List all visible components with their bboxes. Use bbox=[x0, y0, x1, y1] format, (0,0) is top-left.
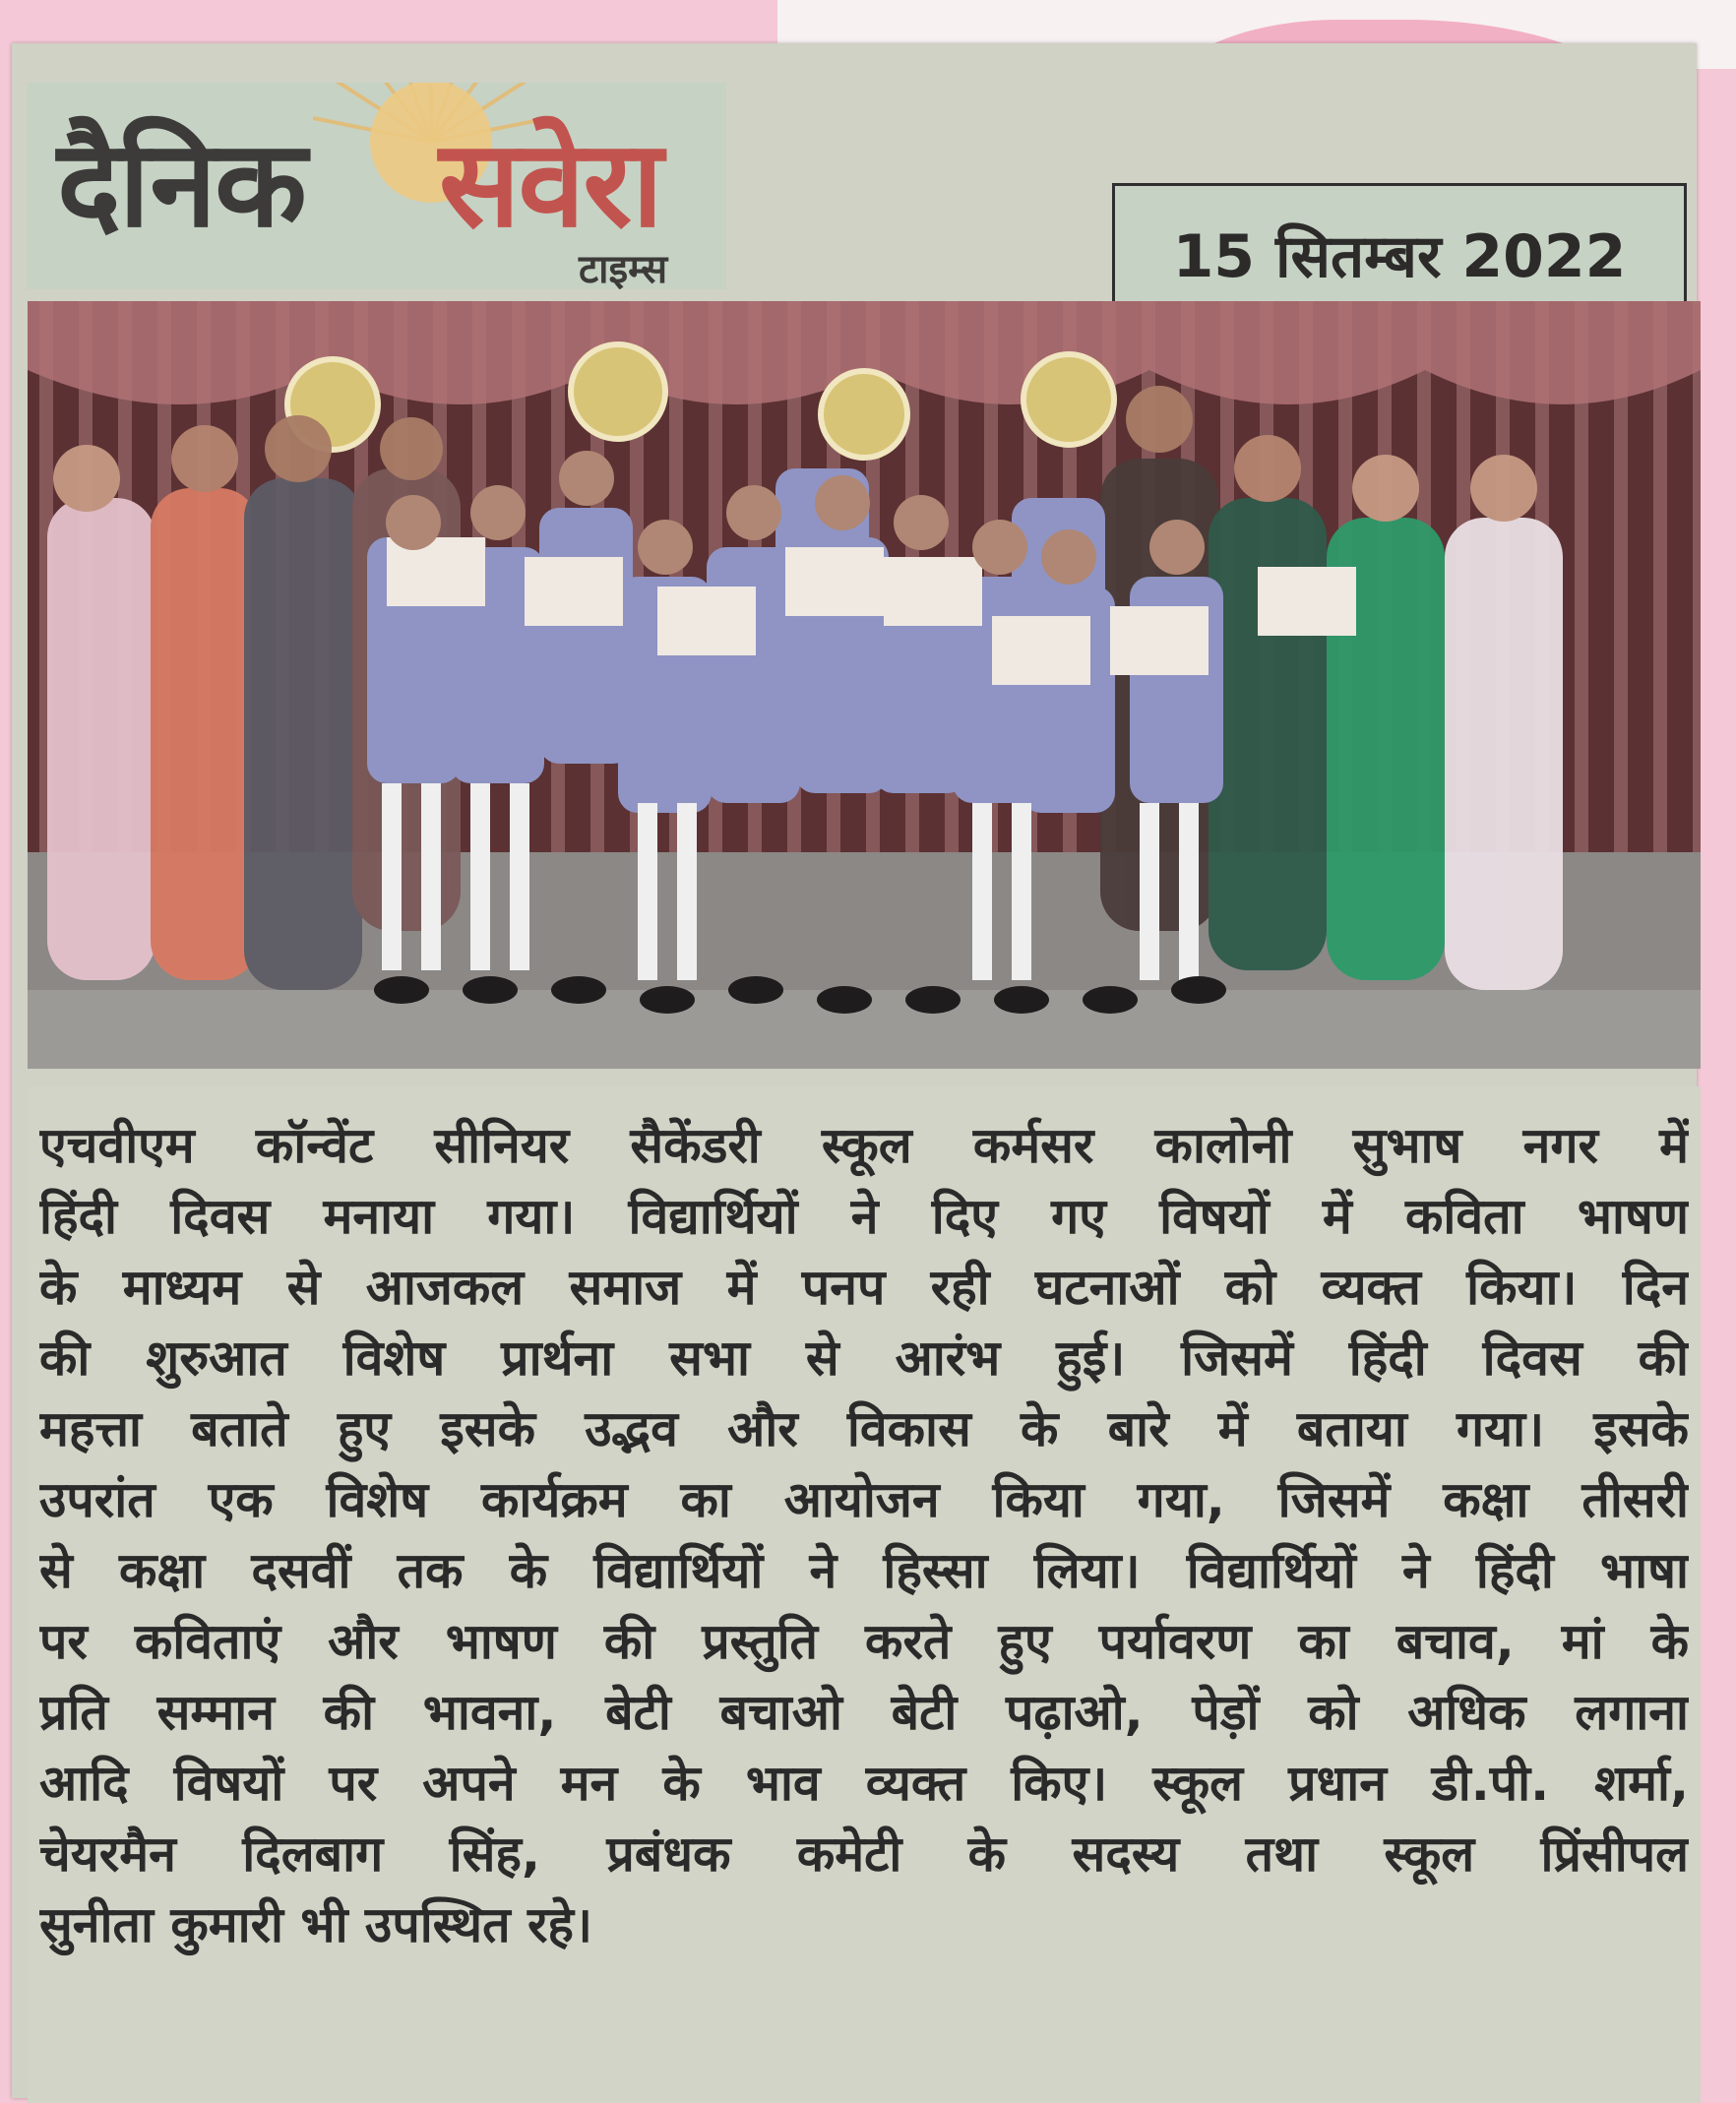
newspaper-clipping bbox=[12, 43, 1697, 2098]
masthead bbox=[28, 83, 726, 289]
article-line-8: पर कविताएं और भाषण की प्रस्तुति करते हुए पर्यावरण का बचाव, मां के bbox=[39, 1613, 1689, 1670]
masthead-title-savera: सवेरा bbox=[439, 114, 661, 254]
article-line-1: एचवीएम कॉन्वेंट सीनियर सैकेंडरी स्कूल कर्मसर कालोनी सुभाष नगर में bbox=[39, 1117, 1689, 1174]
article-line-9: प्रति सम्मान की भावना, बेटी बचाओ बेटी पढ़ाओ, पेड़ों को अधिक लगाना bbox=[39, 1684, 1689, 1741]
article-line-6: उपरांत एक विशेष कार्यक्रम का आयोजन किया गया, जिसमें कक्षा तीसरी bbox=[39, 1471, 1689, 1528]
article-line-12: सुनीता कुमारी भी उपस्थित रहे। bbox=[39, 1896, 592, 1953]
article-line-4: की शुरुआत विशेष प्रार्थना सभा से आरंभ हुई। जिसमें हिंदी दिवस की bbox=[39, 1330, 1689, 1387]
group-photo bbox=[28, 301, 1701, 1069]
article-line-3: के माध्यम से आजकल समाज में पनप रही घटनाओं को व्यक्त किया। दिन bbox=[39, 1259, 1689, 1316]
article-line-10: आदि विषयों पर अपने मन के भाव व्यक्त किए। स्कूल प्रधान डी.पी. शर्मा, bbox=[39, 1755, 1689, 1812]
article-line-11: चेयरमैन दिलबाग सिंह, प्रबंधक कमेटी के सदस्य तथा स्कूल प्रिंसीपल bbox=[39, 1825, 1689, 1883]
article-line-5: महत्ता बताते हुए इसके उद्भव और विकास के बारे में बताया गया। इसके bbox=[39, 1400, 1689, 1457]
publication-date: 15 सितम्बर 2022 bbox=[1172, 222, 1627, 291]
article-line-2: हिंदी दिवस मनाया गया। विद्यार्थियों ने दिए गए विषयों में कविता भाषण bbox=[39, 1188, 1689, 1245]
article-body bbox=[28, 1086, 1701, 2103]
masthead-title-dainik: दैनिक bbox=[57, 114, 305, 254]
article-line-7: से कक्षा दसवीं तक के विद्यार्थियों ने हिस्सा लिया। विद्यार्थियों ने हिंदी भाषा bbox=[39, 1542, 1689, 1599]
masthead-subtitle: टाइम्स bbox=[579, 247, 668, 289]
